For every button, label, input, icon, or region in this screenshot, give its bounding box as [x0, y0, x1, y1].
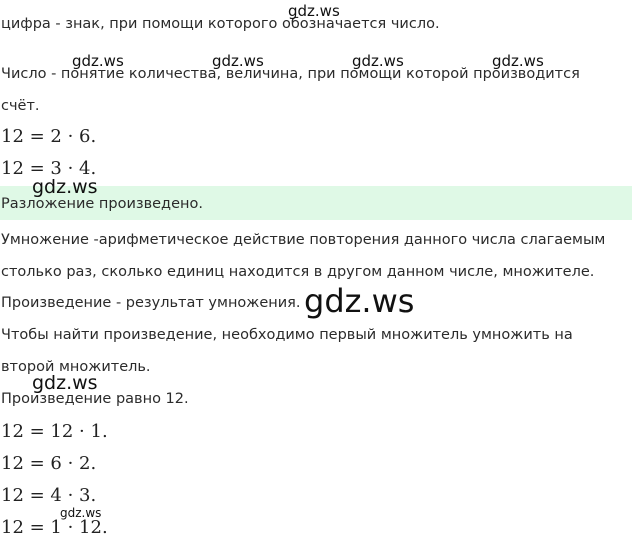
equation-12-4-3: 12 = 4 · 3.	[1, 485, 97, 506]
watermark: gdz.ws	[288, 2, 340, 20]
equation-12-1-12: 12 = 1 · 12.	[1, 517, 108, 538]
text-line-multiplication-definition-cont: столько раз, сколько единиц находится в другом данном числе, множителе.	[1, 264, 595, 280]
text-line-product-equals: Произведение равно 12.	[1, 391, 189, 407]
equation-12-2-6: 12 = 2 · 6.	[1, 126, 97, 147]
watermark: gdz.ws	[492, 52, 544, 70]
equation-12-12-1: 12 = 12 · 1.	[1, 421, 108, 442]
text-line-digit-definition: цифра - знак, при помощи которого обозначается число.	[1, 16, 440, 32]
text-line-decomposition-done: Разложение произведено.	[1, 196, 203, 212]
equation-12-6-2: 12 = 6 · 2.	[1, 453, 97, 474]
watermark: gdz.ws	[60, 506, 102, 520]
text-line-multiplication-definition: Умножение -арифметическое действие повторения данного числа слагаемым	[1, 232, 606, 248]
watermark: gdz.ws	[32, 176, 98, 198]
watermark: gdz.ws	[32, 372, 98, 394]
text-line-number-definition: Число - понятие количества, величина, при помощи которой производится	[1, 66, 580, 82]
text-line-product-definition: Произведение - результат умножения.	[1, 295, 301, 311]
watermark: gdz.ws	[212, 52, 264, 70]
watermark: gdz.ws	[72, 52, 124, 70]
watermark: gdz.ws	[352, 52, 404, 70]
watermark: gdz.ws	[304, 282, 415, 320]
text-line-count: счёт.	[1, 98, 40, 114]
text-line-find-product: Чтобы найти произведение, необходимо первый множитель умножить на	[1, 327, 573, 343]
text-line-find-product-cont: второй множитель.	[1, 359, 151, 375]
equation-12-3-4: 12 = 3 · 4.	[1, 158, 97, 179]
